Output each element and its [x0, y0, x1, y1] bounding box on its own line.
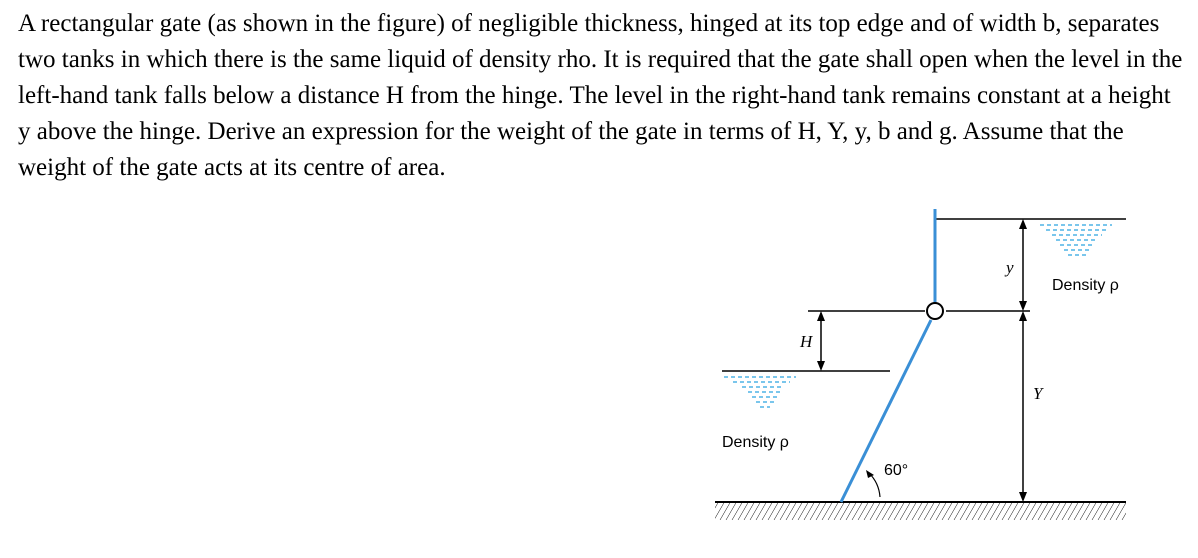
problem-statement: A rectangular gate (as shown in the figure) of negligible thickness, hinged at its top edge and of width b, separates two tanks in which there is the same liquid of density rho. It is required that the gate shall open when the level in the left-hand tank falls below a distance H from the hinge. The level in the right-hand tank remains constant at a height y above the hinge. Derive an expression for the weight of the gate in terms of H, Y, y, b and g. Assume that the weight of the gate acts at its centre of area.	[18, 10, 1183, 181]
label-H: H	[800, 332, 813, 351]
label-Y: Y	[1033, 384, 1043, 403]
label-density-right: Density ρ	[1052, 277, 1119, 294]
ground-hatching	[715, 503, 1126, 520]
H-arrow-up	[817, 311, 825, 321]
hinge-circle	[927, 303, 943, 319]
right-water-symbol	[1040, 225, 1112, 255]
label-y: y	[1006, 258, 1014, 277]
label-density-left: Density ρ	[722, 434, 789, 451]
label-angle: 60°	[884, 462, 909, 479]
y-arrow-down	[1019, 301, 1027, 311]
left-water-symbol	[724, 377, 796, 407]
Y-arrow-up	[1019, 311, 1027, 321]
Y-arrow-down	[1019, 492, 1027, 502]
H-arrow-down	[817, 361, 825, 371]
y-arrow-up	[1019, 219, 1027, 229]
